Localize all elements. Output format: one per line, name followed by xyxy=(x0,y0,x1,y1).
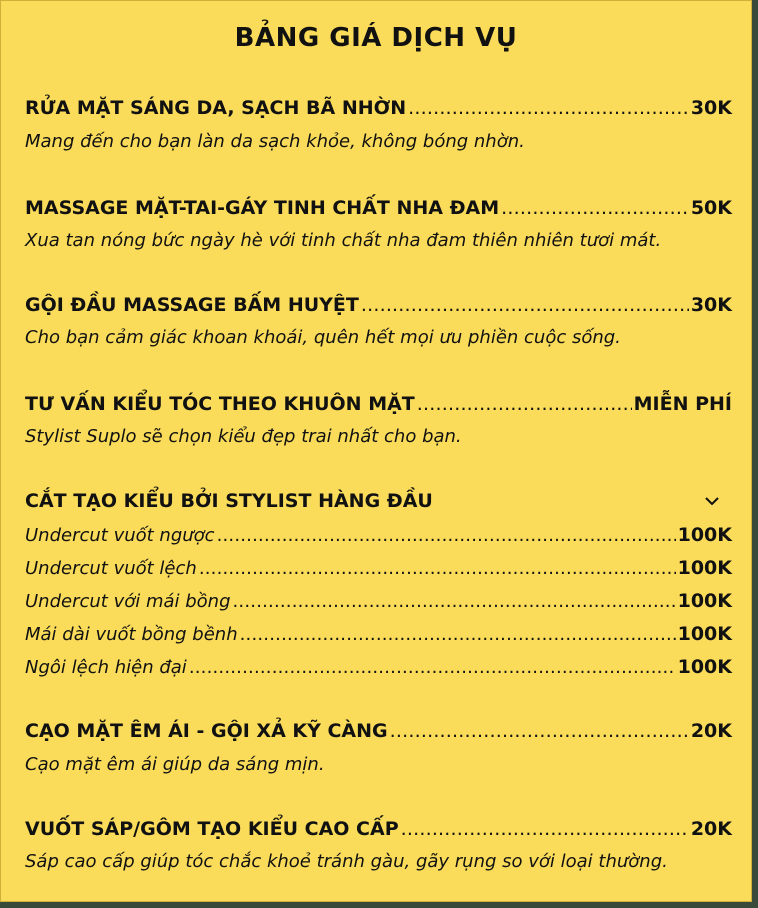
haircut-item xyxy=(25,524,732,546)
dot-leader xyxy=(233,591,676,612)
service-row xyxy=(25,818,732,840)
service-row xyxy=(25,97,732,119)
haircut-item-name: Undercut vuốt ngược xyxy=(25,525,215,546)
haircut-item-price: 100K xyxy=(677,656,732,678)
haircut-item xyxy=(25,557,732,579)
service-description: Sáp cao cấp giúp tóc chắc khoẻ tránh gàu, gãy rụng so với loại thường. xyxy=(25,851,668,872)
service-description: Xua tan nóng bức ngày hè với tinh chất nha đam thiên nhiên tươi mát. xyxy=(25,230,662,251)
service-name: CẠO MẶT ÊM ÁI - GỘI XẢ KỸ CÀNG xyxy=(25,720,388,742)
service-name: VUỐT SÁP/GÔM TẠO KIỂU CAO CẤP xyxy=(25,818,399,840)
service-description: Cạo mặt êm ái giúp da sáng mịn. xyxy=(25,754,325,775)
haircut-item-name: Ngôi lệch hiện đại xyxy=(25,657,187,678)
dot-leader xyxy=(240,624,676,645)
service-row xyxy=(25,393,732,415)
service-row xyxy=(25,294,732,316)
service-description: Cho bạn cảm giác khoan khoái, quên hết mọi ưu phiền cuộc sống. xyxy=(25,327,621,348)
dot-leader xyxy=(361,294,689,316)
dot-leader xyxy=(390,720,689,742)
haircut-item-price: 100K xyxy=(677,524,732,546)
dot-leader xyxy=(199,558,676,579)
dot-leader xyxy=(189,657,676,678)
haircut-category-header[interactable] xyxy=(25,490,732,512)
service-description: Mang đến cho bạn làn da sạch khỏe, không bóng nhờn. xyxy=(25,131,525,152)
service-price: 30K xyxy=(690,97,732,119)
haircut-item-price: 100K xyxy=(677,557,732,579)
service-price: 50K xyxy=(690,197,732,219)
haircut-item-price: 100K xyxy=(677,590,732,612)
haircut-item xyxy=(25,623,732,645)
dot-leader xyxy=(417,393,632,415)
service-description: Stylist Suplo sẽ chọn kiểu đẹp trai nhất cho bạn. xyxy=(25,426,462,447)
haircut-item-name: Mái dài vuốt bồng bềnh xyxy=(25,624,238,645)
dot-leader xyxy=(501,197,689,219)
service-price: 20K xyxy=(690,720,732,742)
dot-leader xyxy=(217,525,676,546)
chevron-down-icon[interactable] xyxy=(702,494,722,508)
service-name: MASSAGE MẶT-TAI-GÁY TINH CHẤT NHA ĐAM xyxy=(25,197,500,219)
haircut-item-price: 100K xyxy=(677,623,732,645)
haircut-item xyxy=(25,656,732,678)
service-price: MIỄN PHÍ xyxy=(633,393,732,415)
dot-leader xyxy=(408,97,689,119)
service-name: TƯ VẤN KIỂU TÓC THEO KHUÔN MẶT xyxy=(25,393,415,415)
service-name: RỬA MẶT SÁNG DA, SẠCH BÃ NHỜN xyxy=(25,97,407,119)
haircut-item-name: Undercut với mái bồng xyxy=(25,591,231,612)
service-name: GỘI ĐẦU MASSAGE BẤM HUYỆT xyxy=(25,294,359,316)
service-row xyxy=(25,720,732,742)
service-price: 20K xyxy=(690,818,732,840)
service-row xyxy=(25,197,732,219)
category-name: CẮT TẠO KIỂU BỞI STYLIST HÀNG ĐẦU xyxy=(25,490,433,512)
dot-leader xyxy=(401,818,689,840)
haircut-item xyxy=(25,590,732,612)
page-title: BẢNG GIÁ DỊCH VỤ xyxy=(234,23,518,53)
haircut-item-name: Undercut vuốt lệch xyxy=(25,558,197,579)
service-price: 30K xyxy=(690,294,732,316)
